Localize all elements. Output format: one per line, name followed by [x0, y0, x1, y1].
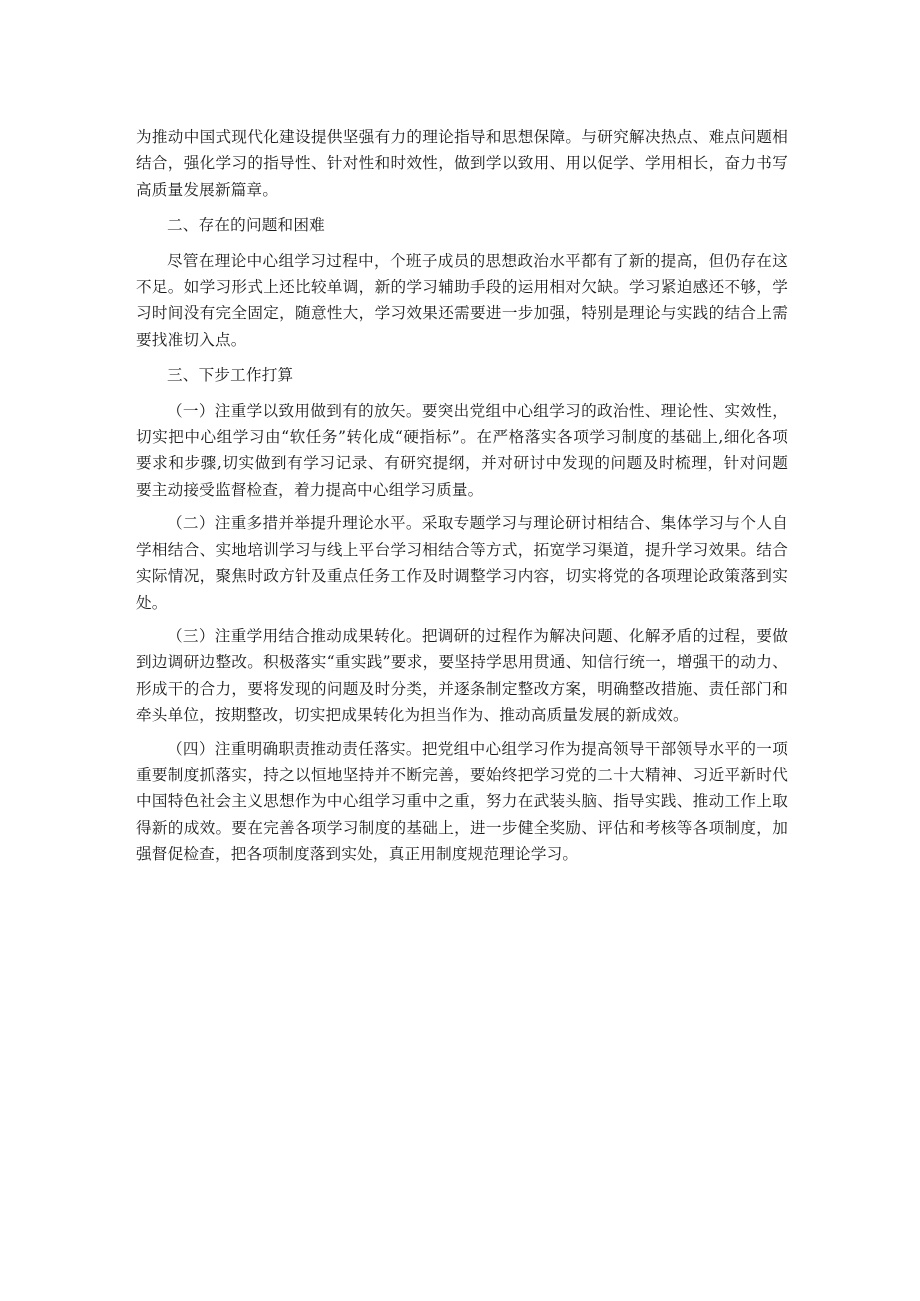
paragraph-step-3: （三）注重学用结合推动成果转化。把调研的过程作为解决问题、化解矛盾的过程，要做到边调研边整改。积极落实“重实践”要求，要坚持学思用贯通、知信行统一，增强干的动力、形成干的合力，要将发现的问题及时分类，并逐条制定整改方案，明确整改措施、责任部门和牵头单位，按期整改，切实把成果转化为担当作为、推动高质量发展的新成效。 [136, 626, 788, 725]
heading-next-steps: 三、下步工作打算 [167, 366, 294, 385]
paragraph-step-1: （一）注重学以致用做到有的放矢。要突出党组中心组学习的政治性、理论性、实效性，切实把中心组学习由“软任务”转化成“硬指标”。在严格落实各项学习制度的基础上,细化各项要求和步骤,切实做到有学习记录、有研究提纲，并对研讨中发现的问题及时梳理，针对问题要主动接受监督检查，着力提高中心组学习质量。 [136, 401, 788, 499]
paragraph-step-2: （二）注重多措并举提升理论水平。采取专题学习与理论研讨相结合、集体学习与个人自学相结合、实地培训学习与线上平台学习相结合等方式，拓宽学习渠道，提升学习效果。结合实际情况，聚焦时政方针及重点任务工作及时调整学习内容，切实将党的各项理论政策落到实处。 [136, 514, 788, 612]
heading-problems: 二、存在的问题和困难 [167, 216, 325, 235]
paragraph-problems: 尽管在理论中心组学习过程中，个班子成员的思想政治水平都有了新的提高，但仍存在这不足。如学习形式上还比较单调，新的学习辅助手段的运用相对欠缺。学习紧迫感还不够，学习时间没有完全固定，随意性大，学习效果还需要进一步加强，特别是理论与实践的结合上需要找准切入点。 [136, 251, 788, 349]
document-page [136, 124, 788, 868]
paragraph-intro-continuation: 为推动中国式现代化建设提供坚强有力的理论指导和思想保障。与研究解决热点、难点问题相结合，强化学习的指导性、针对性和时效性，做到学以致用、用以促学、学用相长，奋力书写高质量发展新篇章。 [136, 128, 788, 199]
paragraph-step-4: （四）注重明确职责推动责任落实。把党组中心组学习作为提高领导干部领导水平的一项重要制度抓落实，持之以恒地坚持并不断完善，要始终把学习党的二十大精神、习近平新时代中国特色社会主义思想作为中心组学习重中之重，努力在武装头脑、指导实践、推动工作上取得新的成效。要在完善各项学习制度的基础上，进一步健全奖励、评估和考核等各项制度，加强督促检查，把各项制度落到实处，真正用制度规范理论学习。 [136, 739, 788, 864]
